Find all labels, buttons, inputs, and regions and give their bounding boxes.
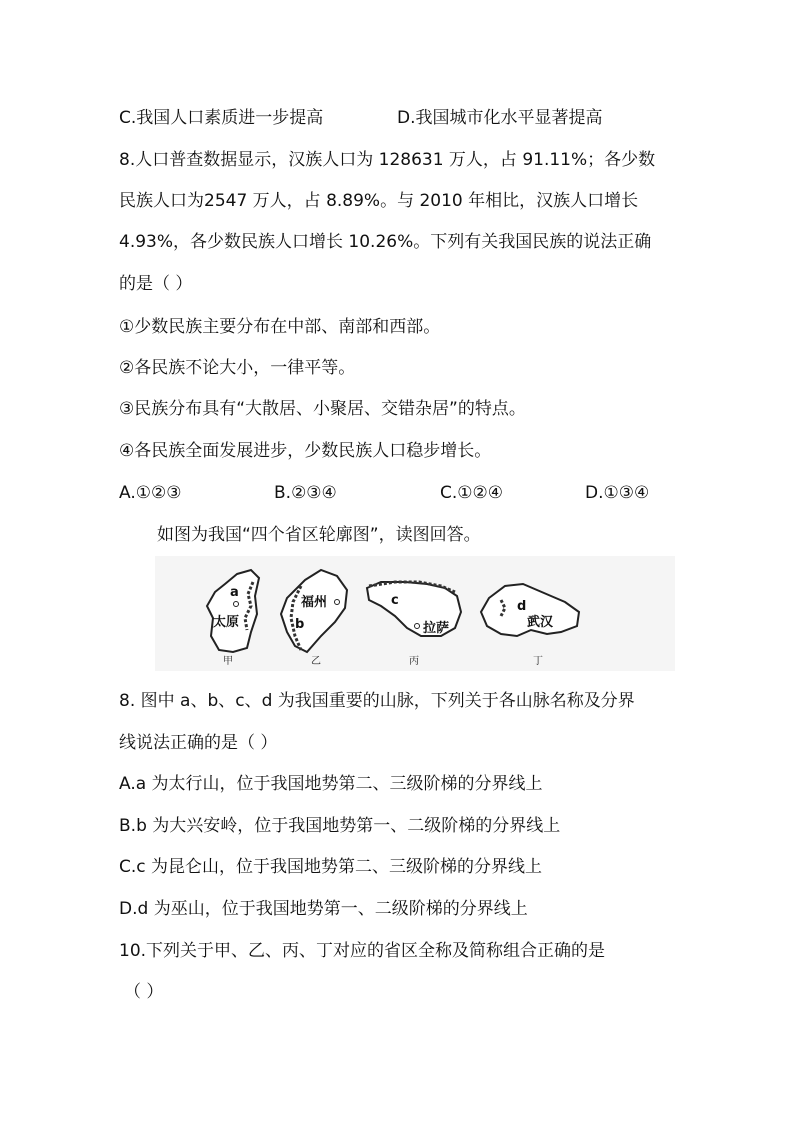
name-jia: 甲 bbox=[223, 656, 233, 667]
question-8-line-4: 的是（ ） bbox=[119, 274, 193, 294]
question-8-line-2: 民族人口为2547 万人，占 8.89%。与 2010 年相比，汉族人口增长 bbox=[119, 191, 639, 211]
option-b: B.②③④ bbox=[274, 483, 337, 503]
question-10-line-1: 10.下列关于甲、乙、丙、丁对应的省区全称及简称组合正确的是 bbox=[119, 941, 606, 961]
city-dot-jia bbox=[234, 602, 239, 607]
mark-b: b bbox=[295, 617, 305, 632]
mark-c: c bbox=[391, 593, 399, 608]
question-8-line-1: 8.人口普查数据显示，汉族人口为 128631 万人，占 91.11%；各少数 bbox=[119, 150, 656, 170]
city-dot-bing bbox=[415, 624, 420, 629]
province-outline-map bbox=[155, 556, 675, 671]
city-fuzhou: 福州 bbox=[301, 595, 328, 610]
mark-d: d bbox=[517, 599, 527, 614]
city-lasa: 拉萨 bbox=[423, 621, 450, 636]
option-d-prev: D.我国城市化水平显著提高 bbox=[397, 108, 603, 128]
figure-intro: 如图为我国“四个省区轮廓图”，读图回答。 bbox=[157, 525, 481, 545]
question-10-line-2: （ ） bbox=[124, 982, 164, 1002]
mark-a: a bbox=[230, 585, 239, 600]
province-outline-figure bbox=[155, 556, 675, 671]
question-8b-option-c: C.c 为昆仑山，位于我国地势第二、三级阶梯的分界线上 bbox=[119, 857, 543, 877]
statement-2: ②各民族不论大小，一律平等。 bbox=[119, 358, 356, 378]
name-bing: 丙 bbox=[409, 656, 419, 667]
option-c: C.①②④ bbox=[440, 483, 503, 503]
city-wuhan: 武汉 bbox=[527, 615, 554, 630]
question-8b-option-a: A.a 为太行山，位于我国地势第二、三级阶梯的分界线上 bbox=[119, 774, 543, 794]
question-8b-line-1: 8. 图中 a、b、c、d 为我国重要的山脉，下列关于各山脉名称及分界 bbox=[119, 691, 635, 711]
option-d: D.①③④ bbox=[585, 483, 650, 503]
statement-4: ④各民族全面发展进步，少数民族人口稳步增长。 bbox=[119, 441, 492, 461]
name-yi: 乙 bbox=[311, 656, 321, 667]
question-8-line-3: 4.93%，各少数民族人口增长 10.26%。下列有关我国民族的说法正确 bbox=[119, 232, 652, 252]
city-dot-yi bbox=[335, 600, 340, 605]
option-a: A.①②③ bbox=[119, 483, 182, 503]
statement-3: ③民族分布具有“大散居、小聚居、交错杂居”的特点。 bbox=[119, 399, 526, 419]
option-c-prev: C.我国人口素质进一步提高 bbox=[119, 108, 324, 128]
statement-1: ①少数民族主要分布在中部、南部和西部。 bbox=[119, 317, 441, 337]
question-8b-option-d: D.d 为巫山，位于我国地势第一、二级阶梯的分界线上 bbox=[119, 899, 528, 919]
question-8b-line-2: 线说法正确的是（ ） bbox=[119, 733, 278, 753]
question-8b-option-b: B.b 为大兴安岭，位于我国地势第一、二级阶梯的分界线上 bbox=[119, 816, 561, 836]
city-taiyuan: 太原 bbox=[213, 615, 240, 630]
name-ding: 丁 bbox=[533, 656, 543, 667]
